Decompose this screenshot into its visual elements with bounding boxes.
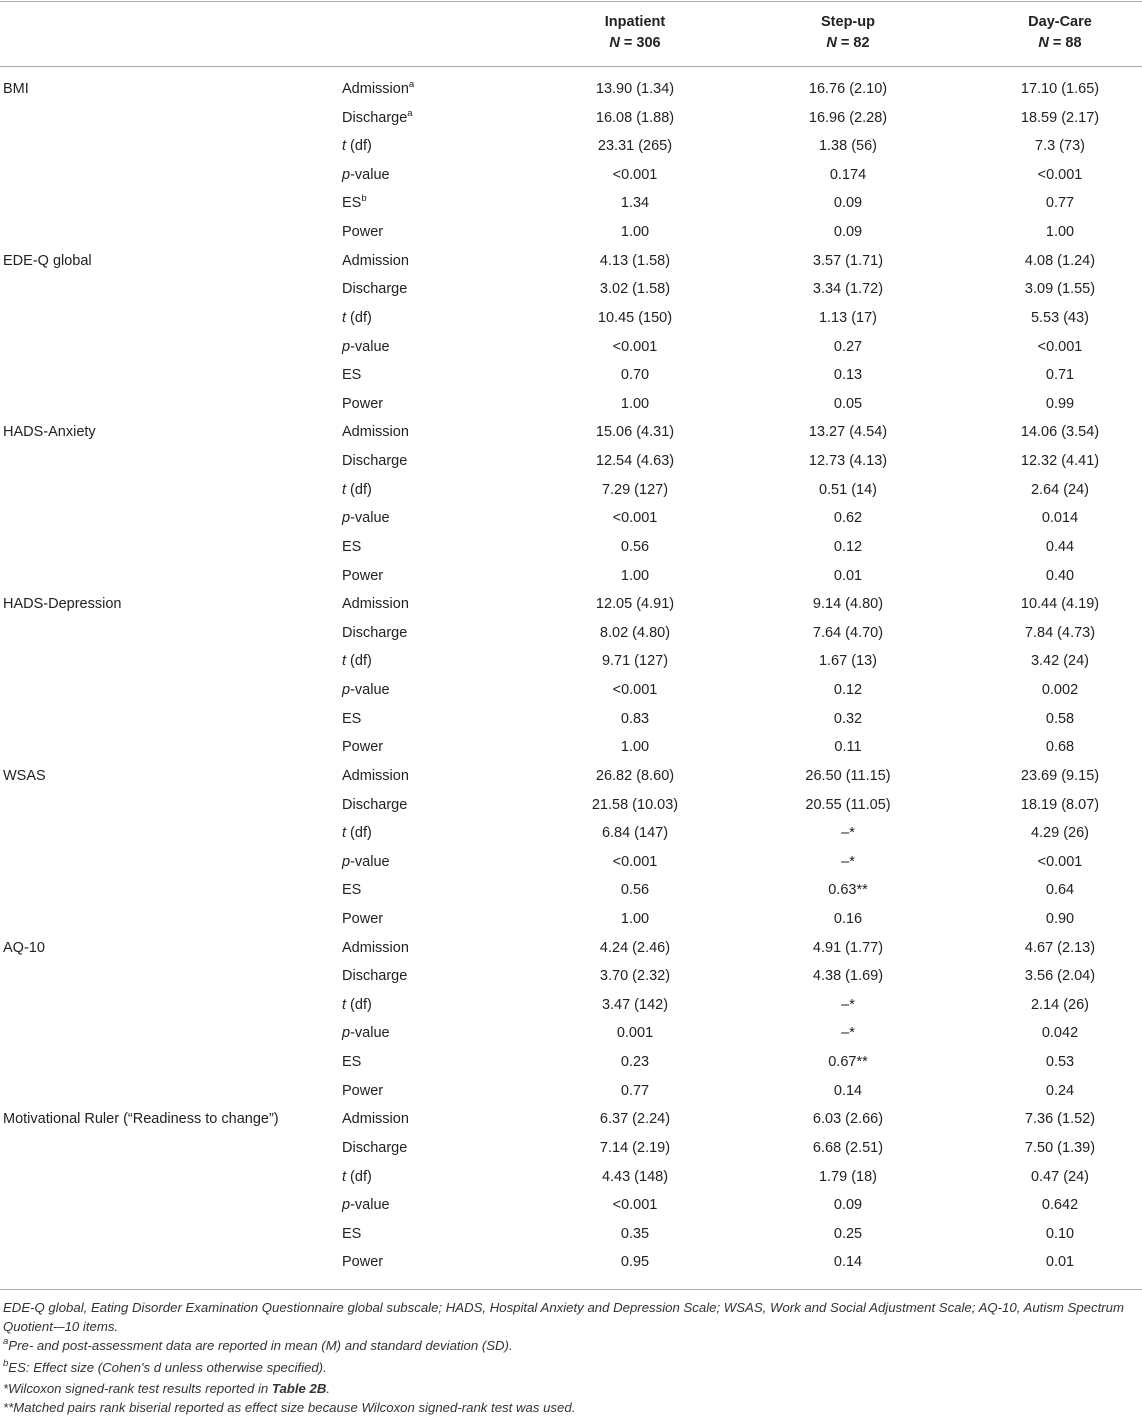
statistic-label: ES [342,710,362,727]
table-row [0,161,1142,190]
value-cell: 4.08 (1.24) [1024,252,1096,269]
statistic-label: Discharge [342,453,408,470]
table-row [0,962,1142,991]
column-header-day-care [960,12,1142,54]
column-n: N = 306 [609,35,661,51]
value-cell: 3.02 (1.58) [599,281,671,298]
value-cell: 4.24 (2.46) [599,939,671,956]
value-cell: 1.00 [620,910,650,927]
statistic-label: Discharge [342,968,408,985]
statistic-label: p-value [342,1025,390,1042]
value-cell: 0.40 [1045,567,1075,584]
value-cell: –* [841,825,855,842]
measure-label: AQ-10 [3,939,45,956]
measure-label: BMI [3,81,29,97]
value-cell: 1.13 (17) [818,309,878,326]
table-row [0,905,1142,934]
table-row [0,791,1142,820]
statistic-label: $ES^b$ [342,193,367,212]
table-row [0,1134,1142,1163]
value-cell: –* [841,853,855,870]
statistic-label: Power [342,739,384,756]
measure-label: WSAS [3,767,46,784]
table-row [0,218,1142,247]
statistic-label: p-value [342,338,390,355]
value-cell: 0.68 [1045,739,1075,756]
statistic-label: Discharge [342,1139,408,1156]
value-cell: 0.14 [833,1082,863,1099]
statistic-label: t (df) [342,138,372,155]
table-row [0,562,1142,591]
value-cell: <0.001 [612,853,658,870]
table-row [0,533,1142,562]
statistic-label: Power [342,1082,384,1099]
footnote-star: *Wilcoxon signed-rank test results reported in Table 2B. [3,1380,331,1396]
table-row [0,676,1142,705]
table-row [0,1248,1142,1277]
statistic-label: Power [342,910,384,927]
footnote-abbreviations: EDE-Q global, Eating Disorder Examination Questionnaire global subscale; HADS, Hospital Anxiety and Depression Scale; WSAS, Work and Social Adjustment Scale; AQ-10, Autism Spectrum Quotient-–10 items. [3,1300,1124,1335]
value-cell: 0.62 [833,510,863,527]
footnote-a: $^a$Pre- and post-assessment data are reported in mean (M) and standard deviation (SD). [3,1336,513,1354]
value-cell: 4.13 (1.58) [599,252,671,269]
value-cell: 12.05 (4.91) [595,596,675,613]
statistic-label: Admission [342,939,409,956]
table-row [0,361,1142,390]
value-cell: 0.24 [1045,1082,1075,1099]
statistic-label: p-value [342,853,390,870]
value-cell: 8.02 (4.80) [599,624,671,641]
value-cell: 6.68 (2.51) [812,1139,884,1156]
statistic-label: Admission [342,1111,409,1128]
value-cell: 20.55 (11.05) [805,796,891,813]
value-cell: 12.54 (4.63) [595,453,675,470]
statistic-label: Discharge [342,281,408,298]
statistic-label: ES [342,1225,362,1242]
statistic-label: p-value [342,166,390,183]
statistic-label: Admission [342,424,409,441]
value-cell: 0.09 [833,195,863,212]
statistic-label: t (df) [342,653,372,670]
value-cell: 26.82 (8.60) [595,767,675,784]
value-cell: 7.14 (2.19) [599,1139,671,1156]
value-cell: 0.23 [620,1054,650,1071]
value-cell: 0.95 [620,1254,650,1271]
table-row [0,476,1142,505]
table-row [0,247,1142,276]
value-cell: 4.91 (1.77) [812,939,884,956]
value-cell: 0.12 [833,682,863,699]
value-cell: 4.38 (1.69) [812,968,884,985]
statistic-label: t (df) [342,825,372,842]
value-cell: 0.27 [833,338,863,355]
measure-label: Motivational Ruler (“Readiness to change”) [3,1111,279,1128]
value-cell: 0.042 [1041,1025,1079,1042]
value-cell: 5.53 (43) [1030,309,1090,326]
value-cell: 0.35 [620,1225,650,1242]
value-cell: 1.00 [620,224,650,241]
value-cell: 1.00 [620,739,650,756]
value-cell: 7.29 (127) [601,481,669,498]
value-cell: 0.09 [833,224,863,241]
value-cell: 7.50 (1.39) [1024,1139,1096,1156]
value-cell: <0.001 [612,510,658,527]
value-cell: 16.76 (2.10) [808,81,888,97]
value-cell: 6.37 (2.24) [599,1111,671,1128]
statistic-label: Discharge [342,796,408,813]
table-row [0,75,1142,104]
value-cell: 0.12 [833,538,863,555]
value-cell: 3.57 (1.71) [812,252,884,269]
table-row [0,1105,1142,1134]
value-cell: 0.64 [1045,882,1075,899]
value-cell: 0.56 [620,882,650,899]
value-cell: 0.58 [1045,710,1075,727]
value-cell: 23.69 (9.15) [1020,767,1100,784]
column-n: N = 82 [826,35,870,51]
value-cell: 0.05 [833,395,863,412]
value-cell: 13.90 (1.34) [595,81,675,97]
value-cell: 23.31 (265) [597,138,673,155]
table-row [0,189,1142,218]
header-rule [0,66,1142,67]
value-cell: 7.64 (4.70) [812,624,884,641]
table-row [0,1019,1142,1048]
value-cell: 0.77 [1045,195,1075,212]
value-cell: 0.56 [620,538,650,555]
table-row [0,705,1142,734]
statistic-label: Discharge$^a$ [342,107,413,126]
value-cell: 18.19 (8.07) [1020,796,1100,813]
column-label: Day-Care [1028,14,1092,30]
value-cell: 1.67 (13) [818,653,878,670]
value-cell: 1.00 [620,395,650,412]
table-row [0,1048,1142,1077]
value-cell: 0.014 [1041,510,1079,527]
value-cell: <0.001 [612,166,658,183]
value-cell: 0.47 (24) [1030,1168,1090,1185]
table-row [0,647,1142,676]
table-reference-link[interactable]: Table 2B [271,1380,327,1396]
table-row [0,1220,1142,1249]
table-bottom-rule [0,1289,1142,1290]
column-label: Step-up [821,14,875,30]
value-cell: 0.90 [1045,910,1075,927]
value-cell: 0.44 [1045,538,1075,555]
value-cell: –* [841,996,855,1013]
value-cell: 3.42 (24) [1030,653,1090,670]
table-row [0,819,1142,848]
statistic-label: ES [342,882,362,899]
table-row [0,619,1142,648]
value-cell: 3.09 (1.55) [1024,281,1096,298]
value-cell: 7.84 (4.73) [1024,624,1096,641]
statistic-label: Admission [342,596,409,613]
statistic-label: ES [342,538,362,555]
value-cell: 0.77 [620,1082,650,1099]
value-cell: 0.001 [616,1025,654,1042]
value-cell: 0.63** [828,882,868,899]
value-cell: 1.38 (56) [818,138,878,155]
value-cell: 0.09 [833,1197,863,1214]
value-cell: <0.001 [1037,853,1083,870]
column-n: N = 88 [1038,35,1082,51]
value-cell: 1.79 (18) [818,1168,878,1185]
value-cell: 0.642 [1041,1197,1079,1214]
table-footnotes [3,1298,1133,1417]
value-cell: 16.96 (2.28) [808,109,888,126]
value-cell: 1.34 [620,195,650,212]
column-header-step-up [748,12,948,54]
value-cell: <0.001 [1037,166,1083,183]
value-cell: 4.67 (2.13) [1024,939,1096,956]
value-cell: 0.01 [833,567,863,584]
value-cell: 6.03 (2.66) [812,1111,884,1128]
value-cell: 6.84 (147) [601,825,669,842]
statistic-label: p-value [342,510,390,527]
measure-label: HADS-Depression [3,596,122,613]
value-cell: 12.73 (4.13) [808,453,888,470]
value-cell: 9.14 (4.80) [812,596,884,613]
column-label: Inpatient [604,14,666,30]
value-cell: 0.13 [833,367,863,384]
value-cell: 17.10 (1.65) [1020,81,1100,97]
statistic-label: t (df) [342,481,372,498]
value-cell: 14.06 (3.54) [1020,424,1100,441]
value-cell: 3.56 (2.04) [1024,968,1096,985]
footnote-b: $^b$ES: Effect size (Cohen's d unless otherwise specified). [3,1357,327,1375]
statistic-label: Power [342,567,384,584]
value-cell: 0.174 [829,166,867,183]
table-row [0,390,1142,419]
statistic-label: Power [342,224,384,241]
value-cell: 15.06 (4.31) [595,424,675,441]
value-cell: 2.14 (26) [1030,996,1090,1013]
table-row [0,504,1142,533]
table-row [0,733,1142,762]
value-cell: 0.51 (14) [818,481,878,498]
table-row [0,876,1142,905]
value-cell: <0.001 [1037,338,1083,355]
value-cell: –* [841,1025,855,1042]
value-cell: 4.29 (26) [1030,825,1090,842]
statistic-label: t (df) [342,1168,372,1185]
value-cell: 9.71 (127) [601,653,669,670]
measure-label: HADS-Anxiety [3,424,96,441]
value-cell: 7.3 (73) [1035,138,1085,155]
value-cell: 0.10 [1045,1225,1075,1242]
value-cell: 2.64 (24) [1030,481,1090,498]
table-row [0,1077,1142,1106]
value-cell: 13.27 (4.54) [808,424,888,441]
table-row [0,418,1142,447]
value-cell: 0.53 [1045,1054,1075,1071]
value-cell: 0.01 [1045,1254,1075,1271]
value-cell: 0.71 [1045,367,1075,384]
table-row [0,762,1142,791]
value-cell: 3.34 (1.72) [812,281,884,298]
table-row [0,275,1142,304]
statistic-label: t (df) [342,996,372,1013]
value-cell: 26.50 (11.15) [805,767,891,784]
statistic-label: Admission [342,767,409,784]
value-cell: <0.001 [612,338,658,355]
table-row [0,104,1142,133]
value-cell: 10.45 (150) [597,309,673,326]
statistic-label: p-value [342,682,390,699]
table-row [0,333,1142,362]
table-top-rule [0,1,1142,2]
value-cell: 0.002 [1041,682,1079,699]
value-cell: 3.70 (2.32) [599,968,671,985]
measure-label: EDE-Q global [3,252,92,269]
table-row [0,447,1142,476]
value-cell: 0.99 [1045,395,1075,412]
table-row [0,1191,1142,1220]
footnote-double-star: **Matched pairs rank biserial reported as effect size because Wilcoxon signed-rank test was used. [3,1400,576,1416]
statistic-label: Discharge [342,624,408,641]
value-cell: 3.47 (142) [601,996,669,1013]
value-cell: <0.001 [612,682,658,699]
table-row [0,590,1142,619]
statistic-label: Power [342,1254,384,1271]
value-cell: 16.08 (1.88) [595,109,675,126]
value-cell: 0.70 [620,367,650,384]
value-cell: 10.44 (4.19) [1020,596,1100,613]
statistic-label: ES [342,1054,362,1071]
column-header-inpatient [535,12,735,54]
table-row [0,132,1142,161]
value-cell: 0.14 [833,1254,863,1271]
value-cell: 7.36 (1.52) [1024,1111,1096,1128]
value-cell: 12.32 (4.41) [1020,453,1100,470]
value-cell: 21.58 (10.03) [591,796,679,813]
value-cell: 18.59 (2.17) [1020,109,1100,126]
value-cell: 0.67** [828,1054,868,1071]
table-row [0,848,1142,877]
statistic-label: Admission$^a$ [342,79,415,97]
value-cell: 1.00 [1045,224,1075,241]
value-cell: 1.00 [620,567,650,584]
statistic-label: Admission [342,252,409,269]
table-row [0,991,1142,1020]
value-cell: 0.16 [833,910,863,927]
value-cell: 0.11 [834,739,862,756]
value-cell: 4.43 (148) [601,1168,669,1185]
value-cell: 0.32 [833,710,863,727]
value-cell: 0.25 [833,1225,863,1242]
statistic-label: p-value [342,1197,390,1214]
statistic-label: t (df) [342,309,372,326]
table-row [0,1163,1142,1192]
statistic-label: ES [342,367,362,384]
value-cell: 0.83 [620,710,650,727]
table-row [0,304,1142,333]
table-row [0,934,1142,963]
statistic-label: Power [342,395,384,412]
value-cell: <0.001 [612,1197,658,1214]
